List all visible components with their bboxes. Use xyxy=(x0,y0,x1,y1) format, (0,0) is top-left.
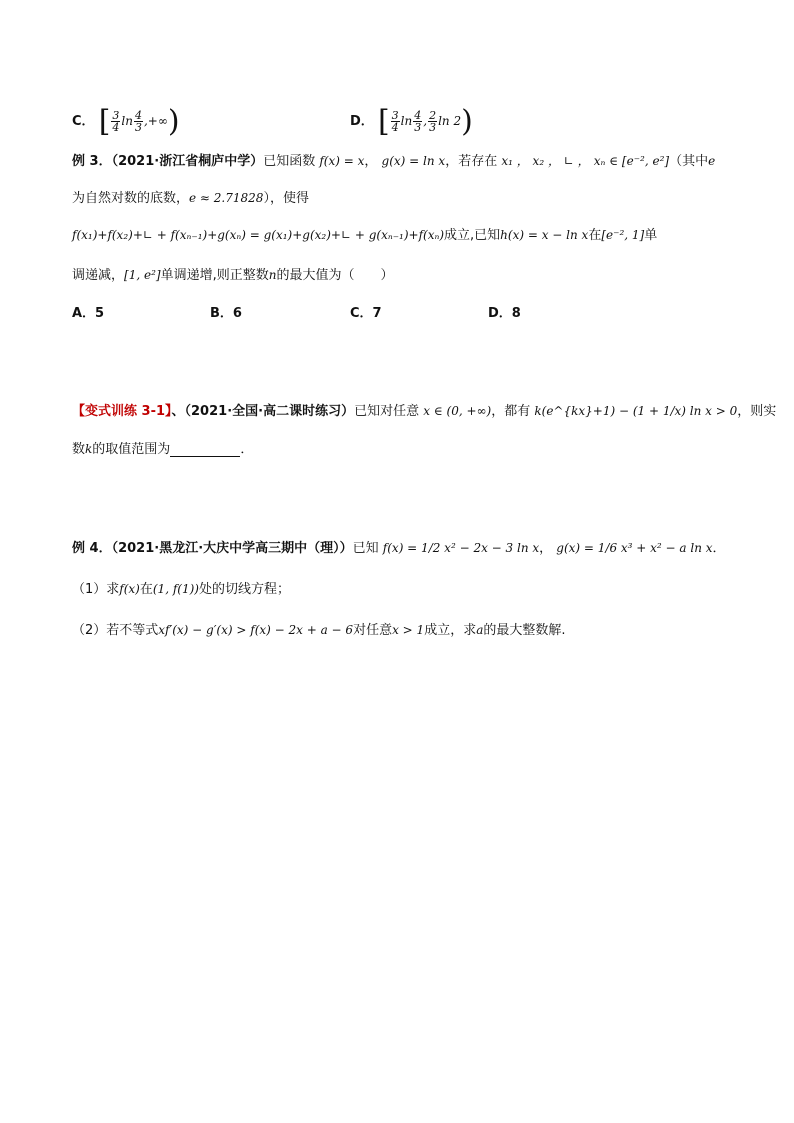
example-3-line-4 xyxy=(72,264,393,283)
variant-text-a: 已知对任意 xyxy=(354,404,420,419)
variant-end: ． xyxy=(240,442,254,457)
part2-a: （2）若不等式 xyxy=(72,623,159,638)
variant-text-b: ，都有 xyxy=(491,404,531,419)
example-3-label: 例 3． xyxy=(72,154,112,169)
example-3-choice-b: B．6 xyxy=(210,306,242,321)
variant-tag: 【变式训练 3-1】 xyxy=(72,404,172,419)
example-4-line-1: 例 4．（2021·黑龙江·大庆中学高三期中（理））已知 f(x) = 1/2 x² − 2x − 3 ln x， g(x) = 1/6 x³ + x² − a ln x． xyxy=(72,541,726,556)
part2-inequality: xf′(x) − g′(x) > f(x) − 2x + a − 6 xyxy=(158,623,354,637)
variant-text-c: ，则实 xyxy=(737,404,777,419)
e-approx: e ≈ 2.71828 xyxy=(189,191,264,205)
example-4-part-1 xyxy=(72,578,290,597)
option-c xyxy=(72,104,180,139)
n-symbol: n xyxy=(268,268,277,282)
option-d xyxy=(350,104,473,139)
part2-condition: x > 1 xyxy=(392,623,425,637)
example-3-line-2 xyxy=(72,187,309,206)
variant-3-1-line-2 xyxy=(72,438,253,457)
variant-source: 、（2021·全国·高二课时练习） xyxy=(171,404,355,419)
part2-c: 成立，求 xyxy=(424,623,477,638)
part2-b: 对任意 xyxy=(353,623,393,638)
increasing-text: 单调递增,则正整数 xyxy=(160,268,269,283)
part1-point: (1, f(1)) xyxy=(152,582,199,596)
eq-after: 成立,已知 xyxy=(444,228,501,243)
example-3-source: （2021·浙江省桐庐中学） xyxy=(111,154,264,169)
increasing-interval: [1, e²] xyxy=(124,268,161,282)
such-that: ），使得 xyxy=(263,191,309,206)
variant-line2-a: 数 xyxy=(72,442,86,457)
h-interval-prefix: 在 xyxy=(588,228,602,243)
sum-equation: f(x₁)+f(x₂)+∟ + f(xₙ₋₁)+g(xₙ) = g(x₁)+g(x₂)+∟ + g(xₙ₋₁)+f(xₙ) xyxy=(72,228,445,242)
question-end: 的最大值为（ ） xyxy=(276,268,394,283)
example-4-g: g(x) = 1/6 x³ + x² − a ln x xyxy=(556,541,713,555)
xn-interval: xₙ ∈ [e⁻², e²] xyxy=(593,154,670,168)
e-symbol: e xyxy=(708,154,716,168)
example-3-choice-a: A．5 xyxy=(72,306,105,321)
variant-line2-b: 的取值范围为 xyxy=(92,442,171,457)
example-4-text: 已知 xyxy=(352,541,379,556)
exist-text: ，若存在 xyxy=(445,154,498,169)
part1-b: 在 xyxy=(139,582,153,597)
decreasing-text: 调递减， xyxy=(72,268,125,283)
example-4-f: f(x) = 1/2 x² − 2x − 3 ln x xyxy=(382,541,540,555)
example-3-choice-d: D．8 xyxy=(488,306,521,321)
f-definition: f(x) = x xyxy=(319,154,365,168)
option-d-label: D． xyxy=(350,114,374,129)
variant-domain: x ∈ (0, +∞) xyxy=(423,404,492,418)
variant-inequality: k(e^{kx}+1) − (1 + 1/x) ln x > 0 xyxy=(534,404,738,418)
part1-a: （1）求 xyxy=(72,582,120,597)
example-3-choice-c: C．7 xyxy=(350,306,382,321)
e-explanation: 为自然对数的底数， xyxy=(72,191,190,206)
part2-d: 的最大整数解. xyxy=(483,623,566,638)
x-sequence: x₁ ， x₂ ， ∟ ， xyxy=(501,154,590,168)
h-interval: [e⁻², 1] xyxy=(601,228,645,242)
part1-f: f(x) xyxy=(119,582,140,596)
example-4-label: 例 4． xyxy=(72,541,112,556)
example-3-text: 已知函数 xyxy=(263,154,316,169)
option-c-expr: [ $\frac{3}{4}$ ln $\frac{4}{3}$ ,+∞) xyxy=(98,104,180,139)
option-d-expr: [ $\frac{3}{4}$ ln $\frac{4}{3}$ , $\frac{2}{3}$ ln 2) xyxy=(377,104,473,139)
option-c-label: C． xyxy=(72,114,95,129)
note-open: （其中 xyxy=(669,154,709,169)
variant-3-1-line-1 xyxy=(72,400,776,419)
k-symbol: k xyxy=(85,442,93,456)
dan-text: 单 xyxy=(644,228,658,243)
example-3-line-3 xyxy=(72,224,657,243)
a-symbol: a xyxy=(476,623,484,637)
example-4-source: （2021·黑龙江·大庆中学高三期中（理）） xyxy=(111,541,353,556)
example-3-line-1: 例 3．（2021·浙江省桐庐中学）已知函数 f(x) = x， g(x) = ln x，若存在 x₁ ， x₂ ， ∟ ， xₙ ∈ [e⁻², e²]（其中e xyxy=(72,154,716,169)
answer-blank[interactable] xyxy=(170,444,240,457)
part1-c: 处的切线方程； xyxy=(198,582,290,597)
g-definition: g(x) = ln x xyxy=(381,154,446,168)
h-definition: h(x) = x − ln x xyxy=(500,228,589,242)
example-4-part-2 xyxy=(72,619,566,638)
